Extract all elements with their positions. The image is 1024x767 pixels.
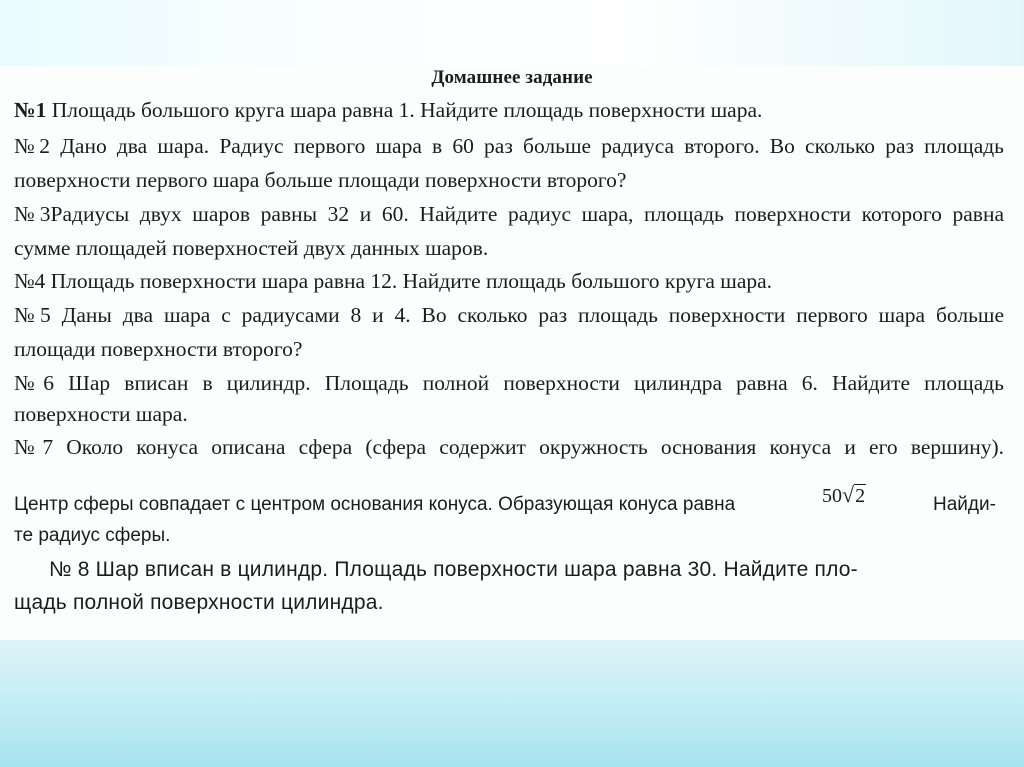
task-7-line-3: те радиус сферы. <box>14 525 171 546</box>
task-8-line-1: № 8 Шар вписан в цилиндр. Площадь поверхности шара равна 30. Найдите пло- <box>49 558 858 581</box>
task-1-number: №1 <box>14 98 47 122</box>
task-3-line-1: №3Радиусы двух шаров равны 32 и 60. Найдите радиус шара, площадь поверхности которого равна <box>14 202 1004 226</box>
formula-coefficient: 50 <box>822 485 842 507</box>
task-1-text: Площадь большого круга шара равна 1. Найдите площадь поверхности шара. <box>46 98 763 122</box>
task-5-line-2: площади поверхности второго? <box>14 337 303 361</box>
task-8-line-2: щадь полной поверхности цилиндра. <box>14 591 384 614</box>
task-5-line-1: №5 Даны два шара с радиусами 8 и 4. Во сколько раз площадь поверхности первого шара больше <box>14 303 1004 327</box>
task-4-line-1: №4 Площадь поверхности шара равна 12. Найдите площадь большого круга шара. <box>14 269 773 293</box>
sqrt-symbol: √ <box>842 482 855 507</box>
top-background-band <box>0 0 1024 66</box>
bottom-background-band <box>0 640 1024 767</box>
formula-radicand: 2 <box>855 485 866 507</box>
task-7-line-2-end: Найди- <box>933 494 996 515</box>
task-2-line-1: №2 Дано два шара. Радиус первого шара в 60 раз больше радиуса второго. Во сколько раз площадь <box>14 134 1004 158</box>
task-2-line-2: поверхности первого шара больше площади поверхности второго? <box>14 168 627 192</box>
task-1-line-1 <box>14 97 762 123</box>
task-3-line-2: сумме площадей поверхностей двух данных шаров. <box>14 236 489 260</box>
page-title: Домашнее задание <box>431 67 593 88</box>
task-6-line-2: поверхности шара. <box>14 402 188 426</box>
task-7-line-1: №7 Около конуса описана сфера (сфера содержит окружность основания конуса и его вершину). <box>14 435 1004 459</box>
task-7-formula <box>822 482 866 508</box>
task-6-line-1: №6 Шар вписан в цилиндр. Площадь полной поверхности цилиндра равна 6. Найдите площадь <box>14 371 1004 395</box>
task-7-line-2-start: Центр сферы совпадает с центром основания конуса. Образующая конуса равна <box>14 494 736 515</box>
